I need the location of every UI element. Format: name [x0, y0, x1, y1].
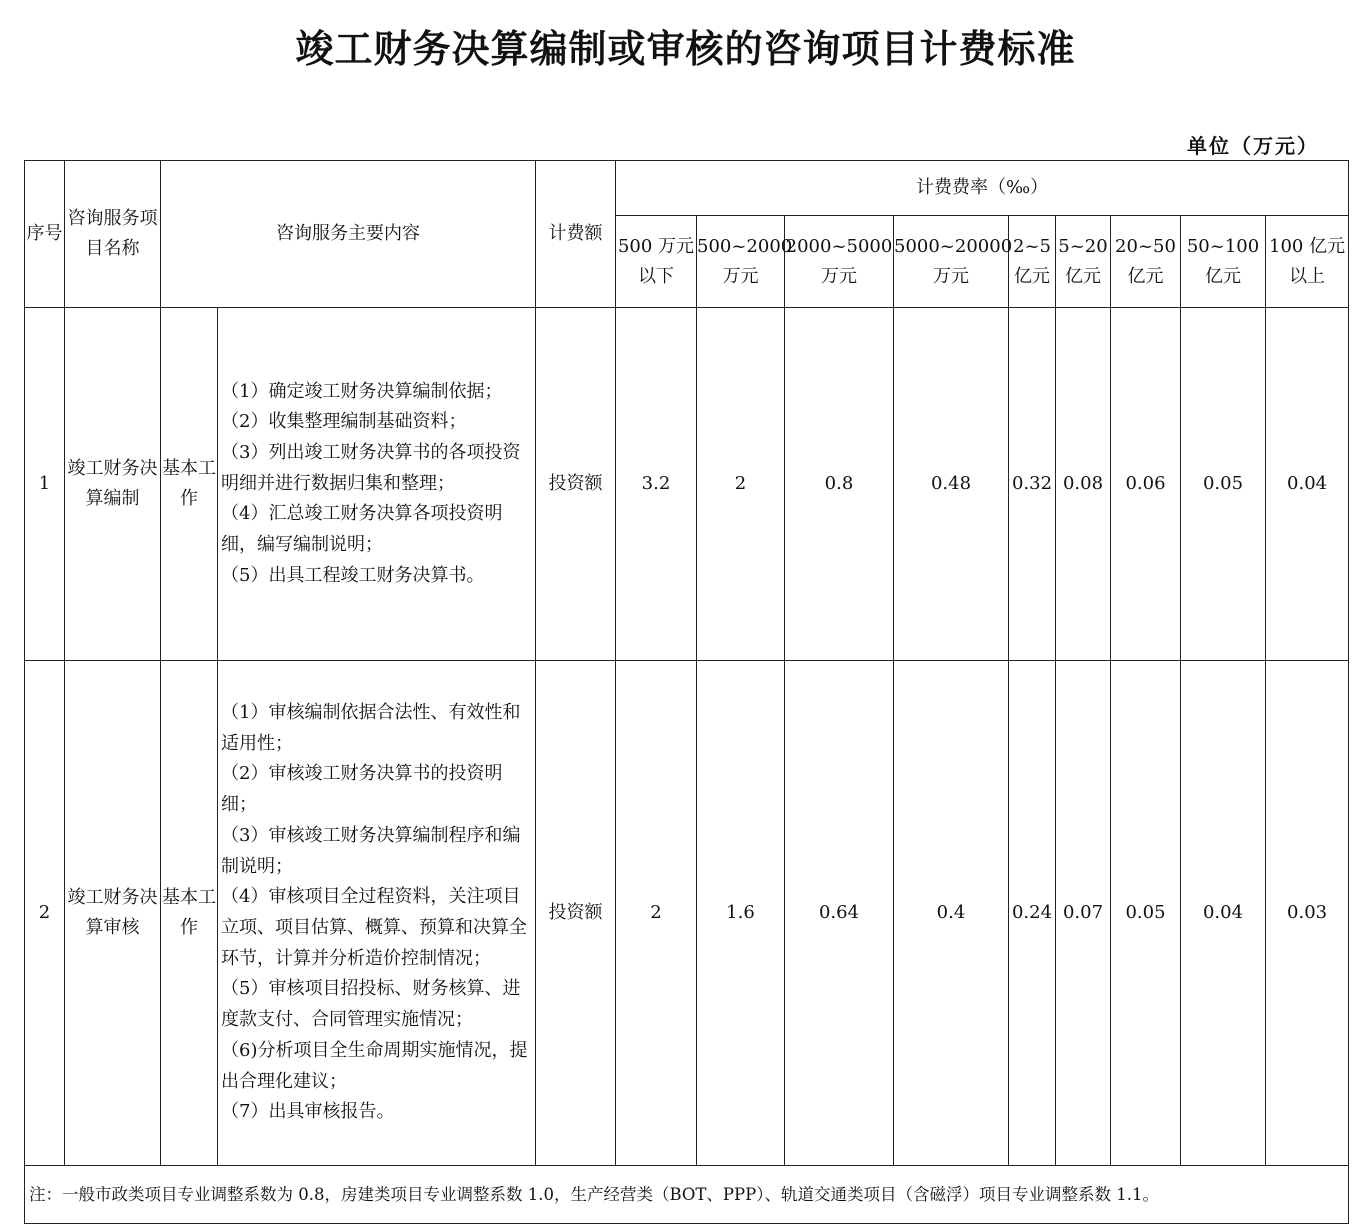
content-item: （4）汇总竣工财务决算各项投资明细，编写编制说明；: [221, 503, 503, 556]
rate-cell: 2: [616, 661, 697, 1166]
range-header: 500 万元以下: [616, 216, 697, 308]
table-row: [25, 661, 1349, 1166]
row-work: 基本工作: [161, 308, 218, 661]
content-item: （2）审核竣工财务决算书的投资明细；: [221, 763, 503, 816]
fee-table: [24, 160, 1349, 1224]
rate-cell: 0.4: [894, 661, 1009, 1166]
range-header: 50~100 亿元: [1181, 216, 1266, 308]
row-name: 竣工财务决算编制: [65, 308, 161, 661]
range-header: 20~50 亿元: [1111, 216, 1181, 308]
range-header: 500~2000 万元: [697, 216, 785, 308]
content-item: （3）审核竣工财务决算编制程序和编制说明；: [221, 824, 521, 877]
row-seq: 2: [25, 661, 65, 1166]
unit-label: 单位（万元）: [1187, 134, 1319, 158]
content-item: （2）收集整理编制基础资料；: [221, 411, 467, 433]
header-content: 咨询服务主要内容: [161, 161, 536, 308]
content-item: （4）审核项目全过程资料，关注项目立项、项目估算、概算、预算和决算全环节，计算并分析造价控制情况；: [221, 886, 527, 969]
header-rate: 计费费率（‰）: [616, 161, 1349, 216]
rate-cell: 0.03: [1266, 661, 1349, 1166]
rate-cell: 3.2: [616, 308, 697, 661]
table-note: 注：一般市政类项目专业调整系数为 0.8，房建类项目专业调整系数 1.0，生产经营类（BOT、PPP）、轨道交通类项目（含磁浮）项目专业调整系数 1.1。: [25, 1166, 1349, 1224]
row-work: 基本工作: [161, 661, 218, 1166]
content-item: （5）出具工程竣工财务决算书。: [221, 564, 485, 586]
range-header: 100 亿元以上: [1266, 216, 1349, 308]
row-content: [218, 661, 536, 1166]
rate-cell: 0.32: [1009, 308, 1056, 661]
rate-cell: 0.8: [785, 308, 894, 661]
rate-cell: 0.24: [1009, 661, 1056, 1166]
table-row: [25, 308, 1349, 661]
row-base: 投资额: [536, 308, 616, 661]
row-name: 竣工财务决算审核: [65, 661, 161, 1166]
page-title: 竣工财务决算编制或审核的咨询项目计费标准: [295, 27, 1076, 71]
rate-cell: 0.04: [1181, 661, 1266, 1166]
row-seq: 1: [25, 308, 65, 661]
rate-cell: 0.04: [1266, 308, 1349, 661]
content-item: （5）审核项目招投标、财务核算、进度款支付、合同管理实施情况；: [221, 978, 521, 1031]
rate-cell: 0.06: [1111, 308, 1181, 661]
rate-cell: 0.08: [1056, 308, 1111, 661]
content-item: （3）列出竣工财务决算书的各项投资明细并进行数据归集和整理；: [221, 441, 521, 494]
rate-cell: 0.64: [785, 661, 894, 1166]
header-name: 咨询服务项目名称: [65, 161, 161, 308]
rate-cell: 0.05: [1181, 308, 1266, 661]
range-header: 2000~5000 万元: [785, 216, 894, 308]
header-seq: 序号: [25, 161, 65, 308]
rate-cell: 0.07: [1056, 661, 1111, 1166]
header-base: 计费额: [536, 161, 616, 308]
content-item: （1）审核编制依据合法性、有效性和适用性；: [221, 702, 521, 754]
rate-cell: 1.6: [697, 661, 785, 1166]
row-content: [218, 308, 536, 661]
range-header: 2~5 亿元: [1009, 216, 1056, 308]
content-item: （6)分析项目全生命周期实施情况，提出合理化建议；: [221, 1039, 528, 1092]
range-header: 5~20 亿元: [1056, 216, 1111, 308]
range-header: 5000~20000 万元: [894, 216, 1009, 308]
content-item: （1）确定竣工财务决算编制依据；: [221, 380, 503, 402]
rate-cell: 2: [697, 308, 785, 661]
content-item: （7）出具审核报告。: [221, 1101, 395, 1123]
row-base: 投资额: [536, 661, 616, 1166]
rate-cell: 0.48: [894, 308, 1009, 661]
rate-cell: 0.05: [1111, 661, 1181, 1166]
